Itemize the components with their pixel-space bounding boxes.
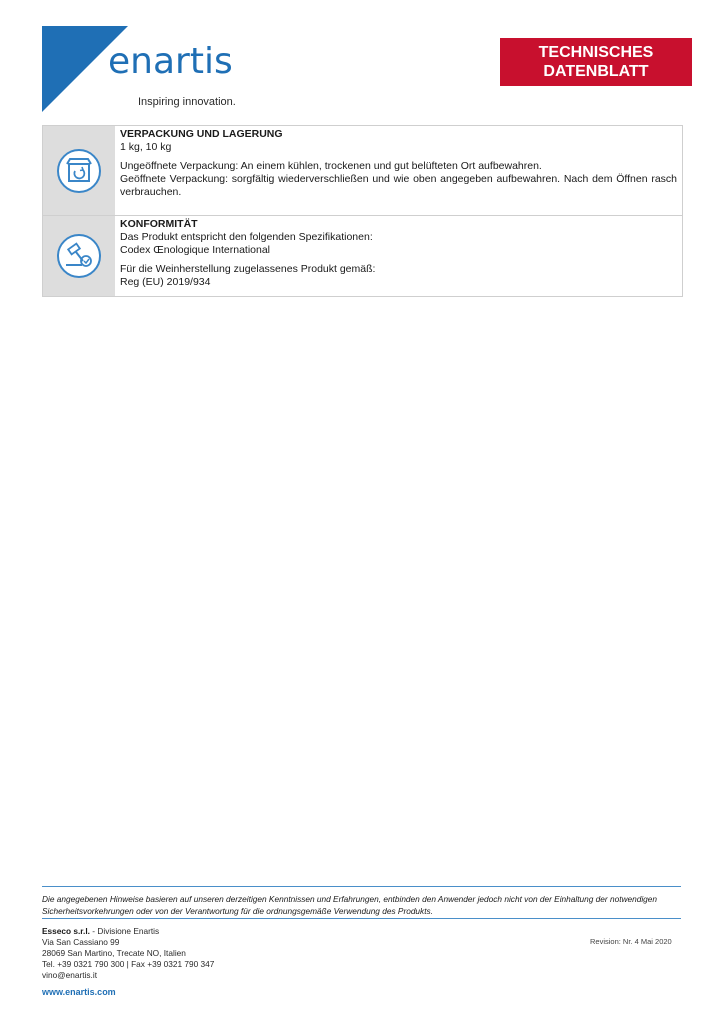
company-address — [42, 926, 214, 981]
conformity-approval-intro: Für die Weinherstellung zugelassenes Produkt gemäß: — [120, 263, 376, 275]
spec-table — [42, 125, 683, 297]
brand-logo — [42, 26, 302, 116]
conformity-spec-intro: Das Produkt entspricht den folgenden Spezifikationen: — [120, 231, 373, 243]
gavel-certificate-icon — [56, 233, 102, 279]
logo-tagline: Inspiring innovation. — [138, 96, 236, 108]
packaging-unopened-text: Ungeöffnete Verpackung: An einem kühlen, trockenen und gut belüfteten Ort aufbewahren. — [120, 160, 542, 172]
company-name: Esseco s.r.l. — [42, 926, 90, 936]
conformity-row — [43, 216, 682, 296]
conformity-heading: KONFORMITÄT — [120, 218, 198, 230]
logo-wordmark: enartis — [108, 41, 233, 82]
packaging-sizes: 1 kg, 10 kg — [120, 141, 172, 153]
website-link[interactable]: www.enartis.com — [42, 987, 116, 997]
conformity-codex: Codex Œnologique International — [120, 244, 271, 256]
revision-info: Revision: Nr. 4 Mai 2020 — [590, 937, 672, 946]
packaging-icon-cell — [43, 126, 115, 215]
packaging-heading: VERPACKUNG UND LAGERUNG — [120, 128, 283, 140]
conformity-text-cell — [115, 216, 682, 296]
packaging-opened-text: Geöffnete Verpackung: sorgfältig wiederverschließen und wie oben angegeben aufbewahren. Nach dem Öffnen rasch verbrauchen. — [120, 173, 677, 198]
badge-line-2: DATENBLATT — [543, 63, 649, 80]
company-name-line — [42, 926, 214, 937]
document-type-badge — [500, 38, 692, 86]
footer-top-divider — [42, 886, 681, 887]
packaging-text-cell — [115, 126, 682, 215]
conformity-regulation: Reg (EU) 2019/934 — [120, 276, 211, 288]
footer-bottom-divider — [42, 918, 681, 919]
address-city: 28069 San Martino, Trecate NO, Italien — [42, 948, 186, 958]
conformity-icon-cell — [43, 216, 115, 296]
footer-disclaimer: Die angegebenen Hinweise basieren auf unseren derzeitigen Kenntnissen und Erfahrungen, entbinden den Anwender jedoch nicht von der Einhaltung der notwendigen Sicherheitsvorkehrungen oder von der Verantwortung für die ordnungsgemäße Verwendung des Produkts. — [42, 894, 658, 916]
storage-box-icon — [56, 148, 102, 194]
address-email[interactable]: vino@enartis.it — [42, 970, 97, 980]
badge-line-1: TECHNISCHES — [538, 44, 654, 61]
address-phone: Tel. +39 0321 790 300 | Fax +39 0321 790 347 — [42, 959, 215, 969]
packaging-storage-row — [43, 126, 682, 216]
company-division: - Divisione Enartis — [89, 926, 160, 936]
address-street: Via San Cassiano 99 — [42, 937, 120, 947]
